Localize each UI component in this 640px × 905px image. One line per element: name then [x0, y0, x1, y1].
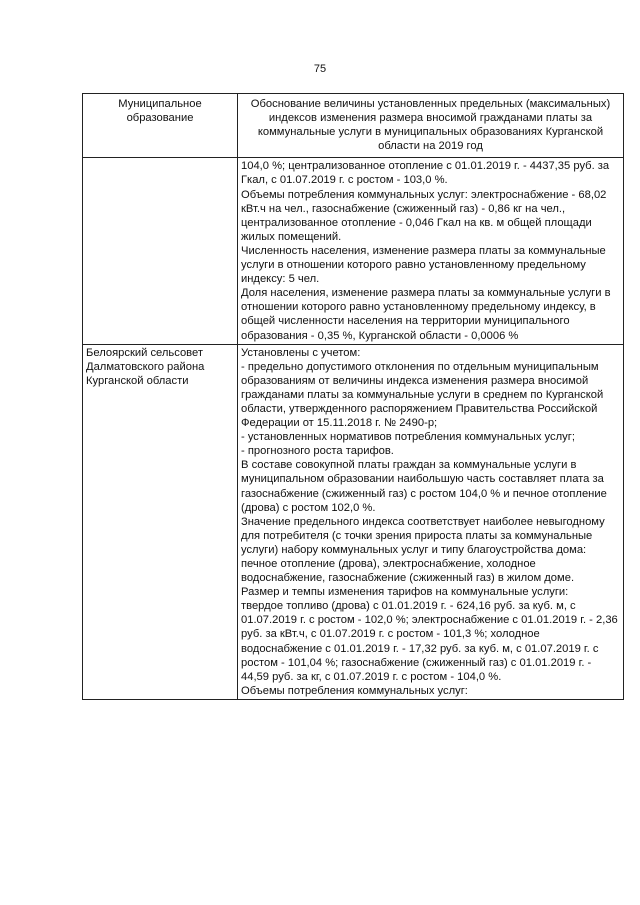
paragraph: Численность населения, изменение размера платы за коммунальные услуги в отношении которого равно установленному предельному индексу: 5 чел. [241, 244, 606, 286]
paragraph: печное отопление (дрова), электроснабжение, холодное водоснабжение, газоснабжение (сжиженный газ) в жилом доме. [241, 558, 575, 585]
tariff-table [82, 93, 624, 700]
paragraph: Объемы потребления коммунальных услуг: [241, 684, 468, 697]
paragraph: - установленных нормативов потребления коммунальных услуг; [241, 431, 575, 444]
paragraph: Размер и темпы изменения тарифов на коммунальные услуги: [241, 586, 569, 599]
table-row [83, 158, 624, 344]
justification-cell [238, 344, 624, 699]
paragraph: - предельно допустимого отклонения по отдельным муниципальным образованиям от величины индекса изменения размера вносимой гражданами платы за коммунальные услуги в среднем по Курганской области, утвержденного распоряжением Правительства Российской Федерации от 15.11.2018 г. № 2490-р; [241, 360, 604, 430]
paragraph: В составе совокупной платы граждан за коммунальные услуги в муниципальном образовании наибольшую часть составляет плата за газоснабжение (сжиженный газ) с ростом 104,0 % и печное отопление (дрова) с ростом 102,0 %. [241, 459, 607, 514]
paragraph: 104,0 %; централизованное отопление с 01.01.2019 г. - 4437,35 руб. за Гкал, с 01.07.2019 г. с ростом - 103,0 %. [241, 160, 610, 187]
justification-cell [238, 158, 624, 344]
paragraph: Объемы потребления коммунальных услуг: электроснабжение - 68,02 кВт.ч на чел., газоснабжение (сжиженный газ) - 0,86 кг на чел., централизованное отопление - 0,046 Гкал на кв. м общей площади жилых помещений. [241, 188, 607, 243]
paragraph: Установлены с учетом: [241, 346, 361, 359]
table-header-row [83, 94, 624, 158]
municipality-cell: Белоярский сельсовет Далматовского района Курганской области [83, 344, 238, 699]
paragraph: твердое топливо (дрова) с 01.01.2019 г. - 624,16 руб. за куб. м, с 01.07.2019 г. с ростом - 102,0 %; электроснабжение с 01.01.2019 г. - 2,36 руб. за кВт.ч, с 01.07.2019 г. с ростом - 101,3 %; холодное водоснабжение с 01.01.2019 г. - 17,32 руб. за куб. м, с 01.07.2019 г. с ростом - 101,04 %; газоснабжение (сжиженный газ) с 01.01.2019 г. - 44,59 руб. за кг, с 01.07.2019 г. с ростом - 104,0 %. [241, 600, 618, 683]
paragraph: - прогнозного роста тарифов. [241, 445, 394, 458]
table-row [83, 344, 624, 699]
paragraph: Доля населения, изменение размера платы за коммунальные услуги в отношении которого равно установленному предельному индексу, в общей численности населения на территории муниципального образования - 0,35 %, Курганской области - 0,0006 % [241, 287, 611, 342]
municipality-cell [83, 158, 238, 344]
paragraph: Значение предельного индекса соответствует наиболее невыгодному для потребителя (с точки зрения прироста платы за коммунальные услуги) набору коммунальных услуг и типу благоустройства дома: [241, 515, 605, 556]
header-municipality: Муниципальное образование [83, 94, 238, 158]
page-number: 75 [313, 63, 327, 75]
header-justification: Обоснование величины установленных предельных (максимальных) индексов изменения размера вносимой гражданами платы за коммунальные услуги в муниципальных образованиях Курганской области на 2019 год [238, 94, 624, 158]
